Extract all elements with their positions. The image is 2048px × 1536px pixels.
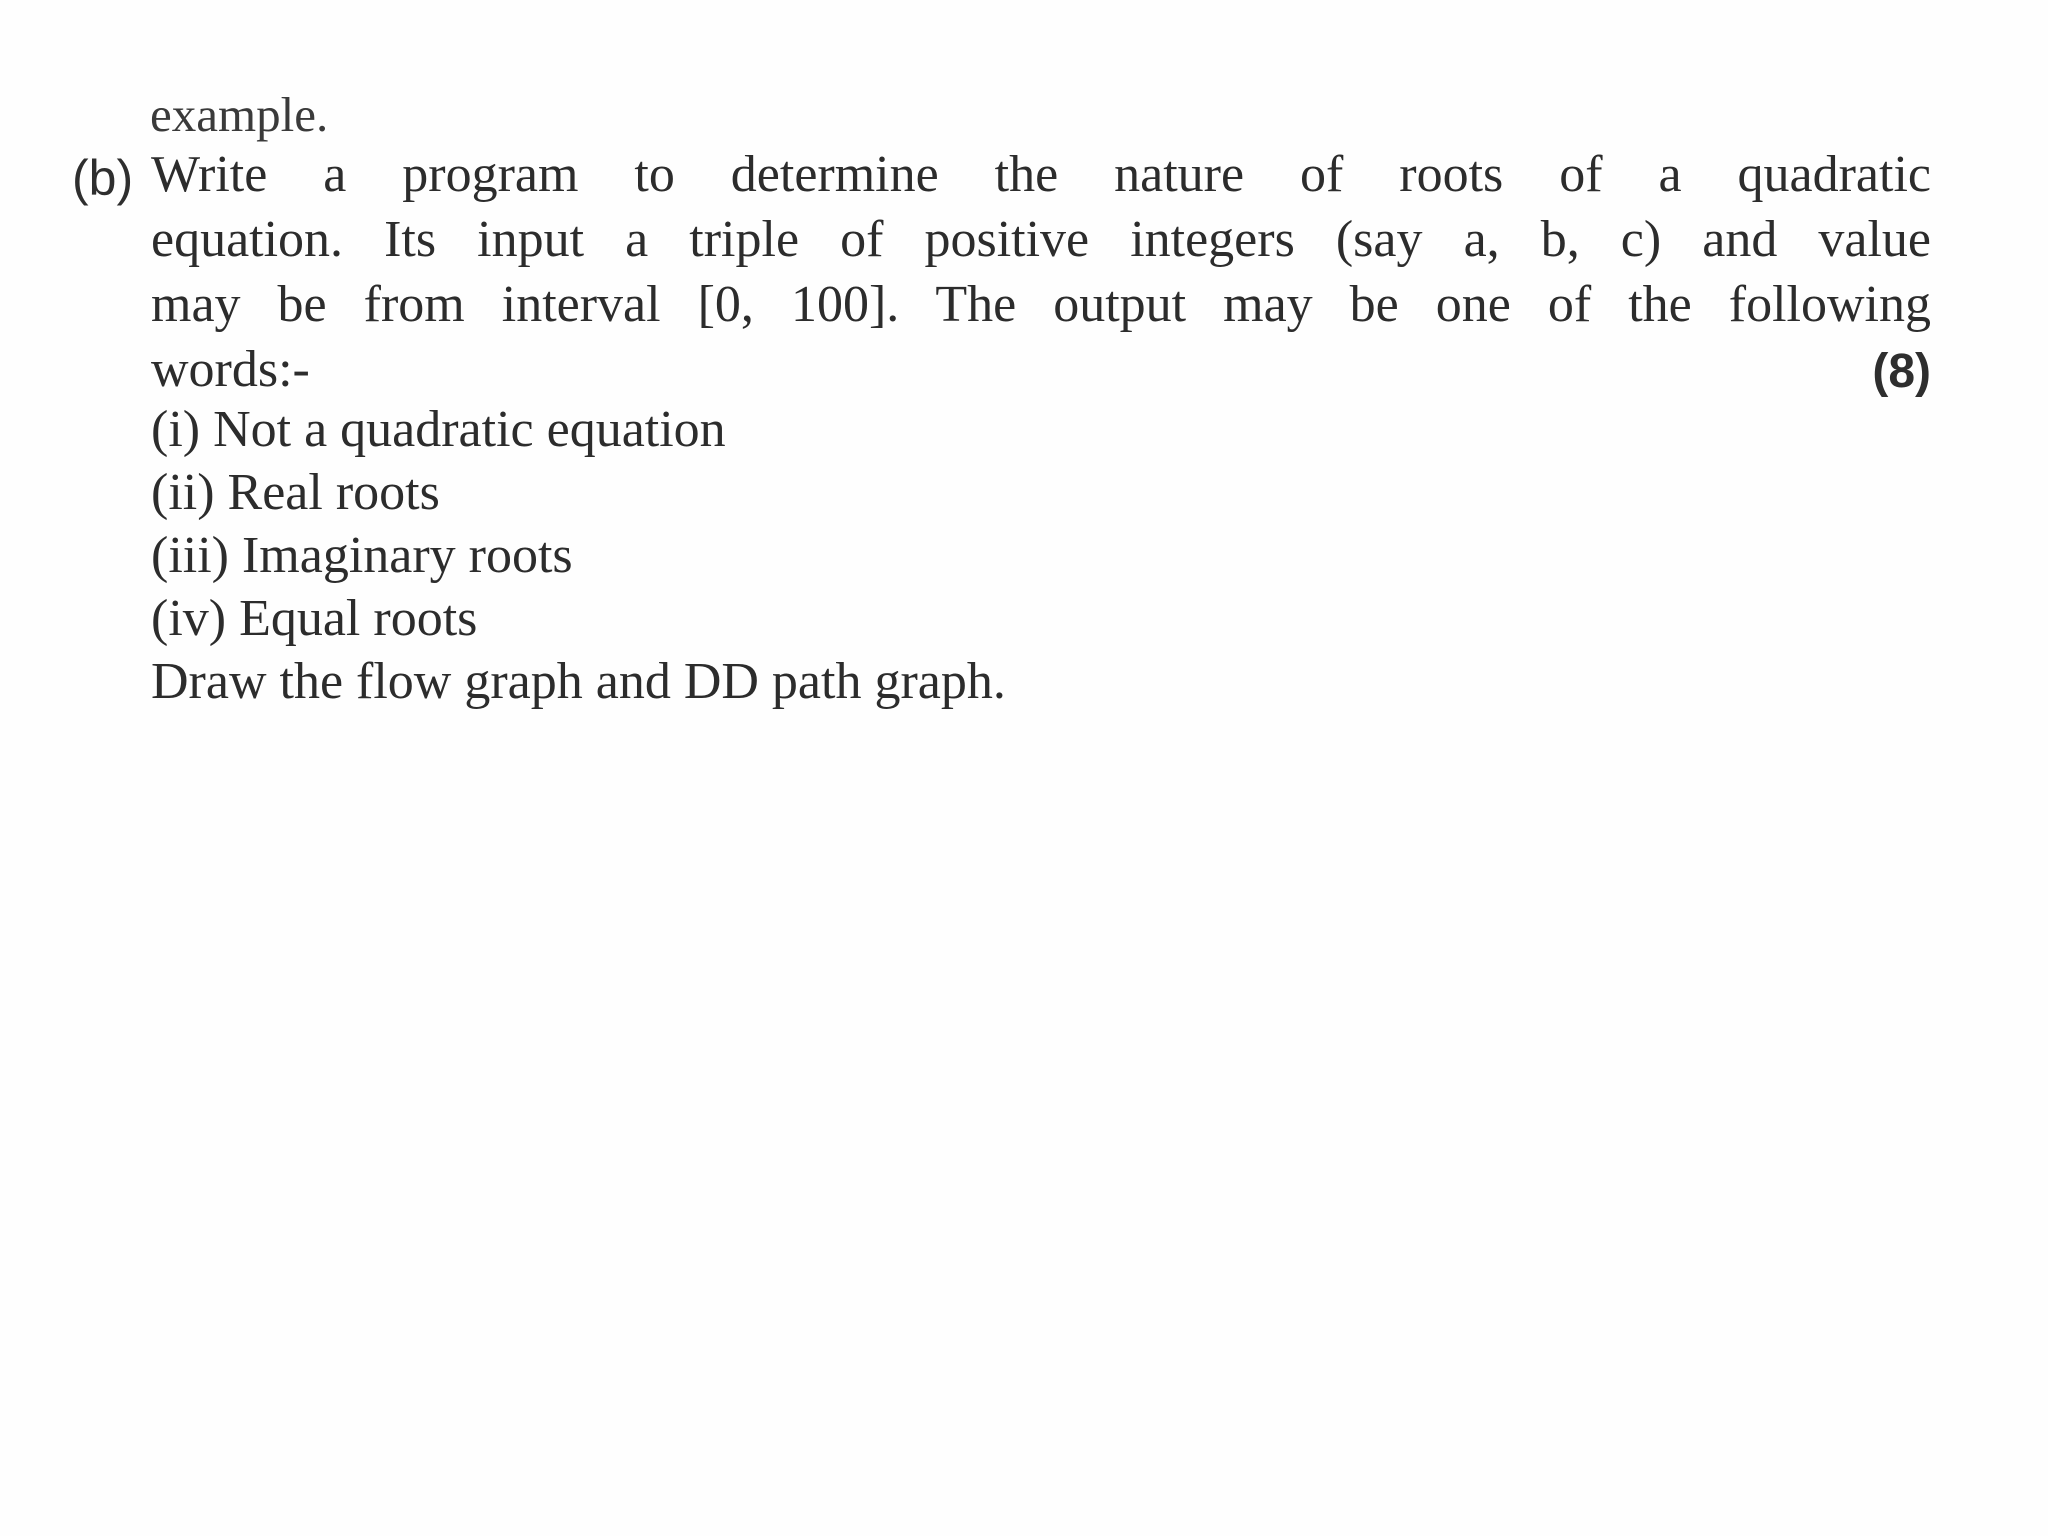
marks-label: (8) (1872, 345, 1931, 398)
question-label: (b) (72, 150, 134, 206)
answer-options (151, 398, 1006, 713)
option-item: (i) Not a quadratic equation (151, 401, 726, 458)
question-body (151, 142, 1931, 402)
question-line-4-text: words:- (151, 341, 310, 398)
option-item: (iii) Imaginary roots (151, 527, 573, 584)
option-item: (iv) Equal roots (151, 590, 478, 647)
cutoff-text: example. (150, 87, 329, 142)
cutoff-previous-line (150, 87, 380, 142)
question-line-3: may be from interval [0, 100]. The output may be one of the following (151, 276, 1931, 333)
question-line-1: Write a program to determine the nature of roots of a quadratic (151, 146, 1931, 203)
question-line-2: equation. Its input a triple of positive integers (say a, b, c) and value (151, 211, 1931, 268)
question-line-4 (151, 337, 1931, 402)
instruction-text: Draw the flow graph and DD path graph. (151, 653, 1006, 710)
option-item: (ii) Real roots (151, 464, 440, 521)
